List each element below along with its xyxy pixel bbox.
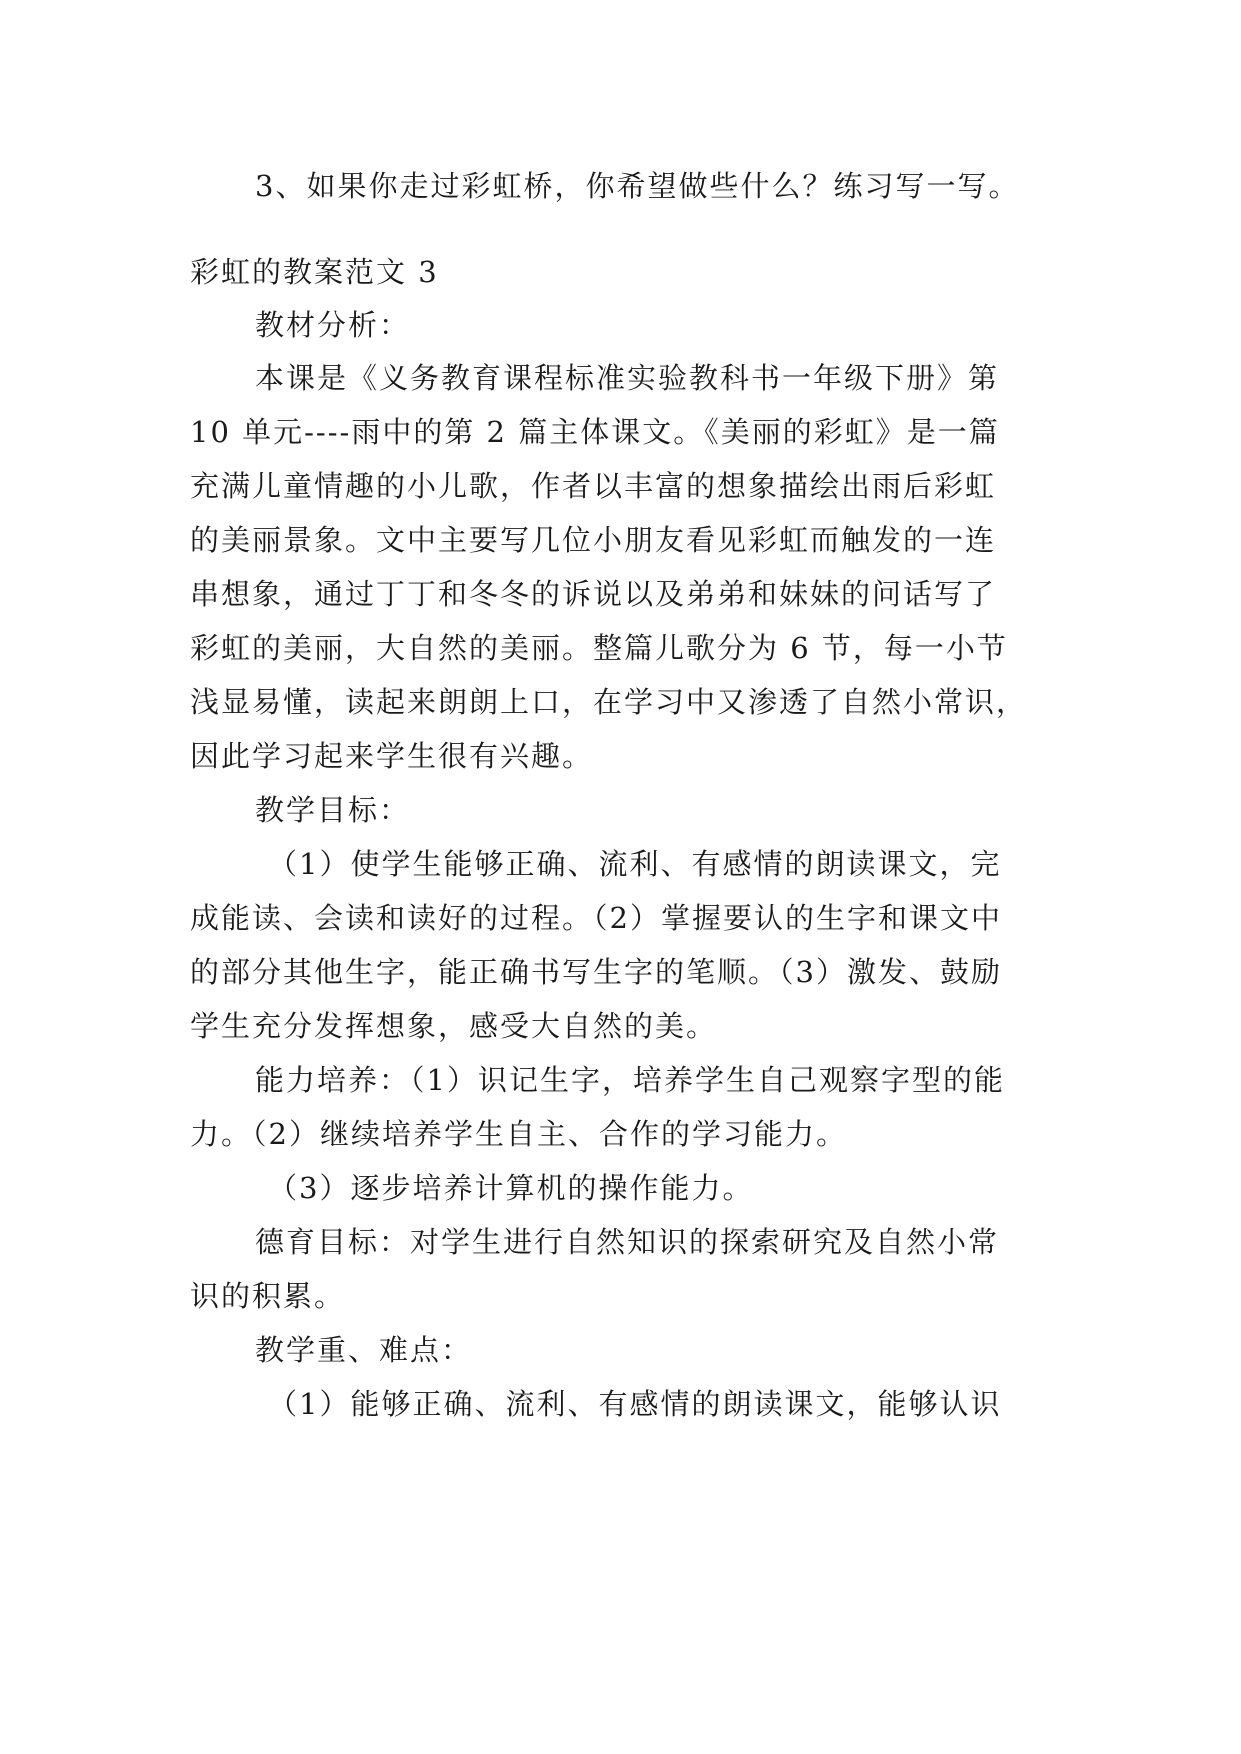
- paragraph-line: 的部分其他生字，能正确书写生字的笔顺。（3）激发、鼓励: [190, 955, 1002, 989]
- paragraph-line: 学生充分发挥想象，感受大自然的美。: [190, 1009, 718, 1043]
- paragraph-line: 本课是《义务教育课程标准实验教科书一年级下册》第: [255, 361, 1000, 395]
- paragraph-line: 彩虹的美丽，大自然的美丽。整篇儿歌分为 6 节，每一小节: [190, 631, 1008, 665]
- paragraph-line: （1）能够正确、流利、有感情的朗读课文，能够认识: [268, 1387, 1002, 1421]
- paragraph-line: 浅显易懂，读起来朗朗上口，在学习中又渗透了自然小常识，: [190, 685, 1028, 719]
- paragraph-line: 力。（2）继续培养学生自主、合作的学习能力。: [190, 1117, 847, 1151]
- paragraph-line: 德育目标：对学生进行自然知识的探索研究及自然小常: [255, 1225, 1000, 1259]
- exercise-line-3: 3、如果你走过彩虹桥，你希望做些什么？练习写一写。: [255, 169, 1020, 203]
- paragraph-line: 的美丽景象。文中主要写几位小朋友看见彩虹而触发的一连: [190, 523, 997, 557]
- heading-key-points: 教学重、难点：: [255, 1333, 473, 1367]
- paragraph-line: 10 单元----雨中的第 2 篇主体课文。《美丽的彩虹》是一篇: [190, 415, 1000, 449]
- heading-teaching-goals: 教学目标：: [255, 793, 411, 827]
- paragraph-line: 能力培养：（1）识记生字，培养学生自己观察字型的能: [255, 1063, 1005, 1097]
- paragraph-line: 识的积累。: [190, 1279, 346, 1313]
- heading-textbook-analysis: 教材分析：: [255, 308, 411, 342]
- paragraph-line: （1）使学生能够正确、流利、有感情的朗读课文，完: [268, 847, 1002, 881]
- paragraph-line: 因此学习起来学生很有兴趣。: [190, 739, 594, 773]
- section-heading: 彩虹的教案范文 3: [190, 255, 439, 289]
- paragraph-line: 成能读、会读和读好的过程。（2）掌握要认的生字和课文中: [190, 901, 1002, 935]
- paragraph-line: 串想象，通过丁丁和冬冬的诉说以及弟弟和妹妹的问话写了: [190, 577, 997, 611]
- paragraph-line: （3）逐步培养计算机的操作能力。: [268, 1171, 754, 1205]
- paragraph-line: 充满儿童情趣的小儿歌，作者以丰富的想象描绘出雨后彩虹: [190, 469, 997, 503]
